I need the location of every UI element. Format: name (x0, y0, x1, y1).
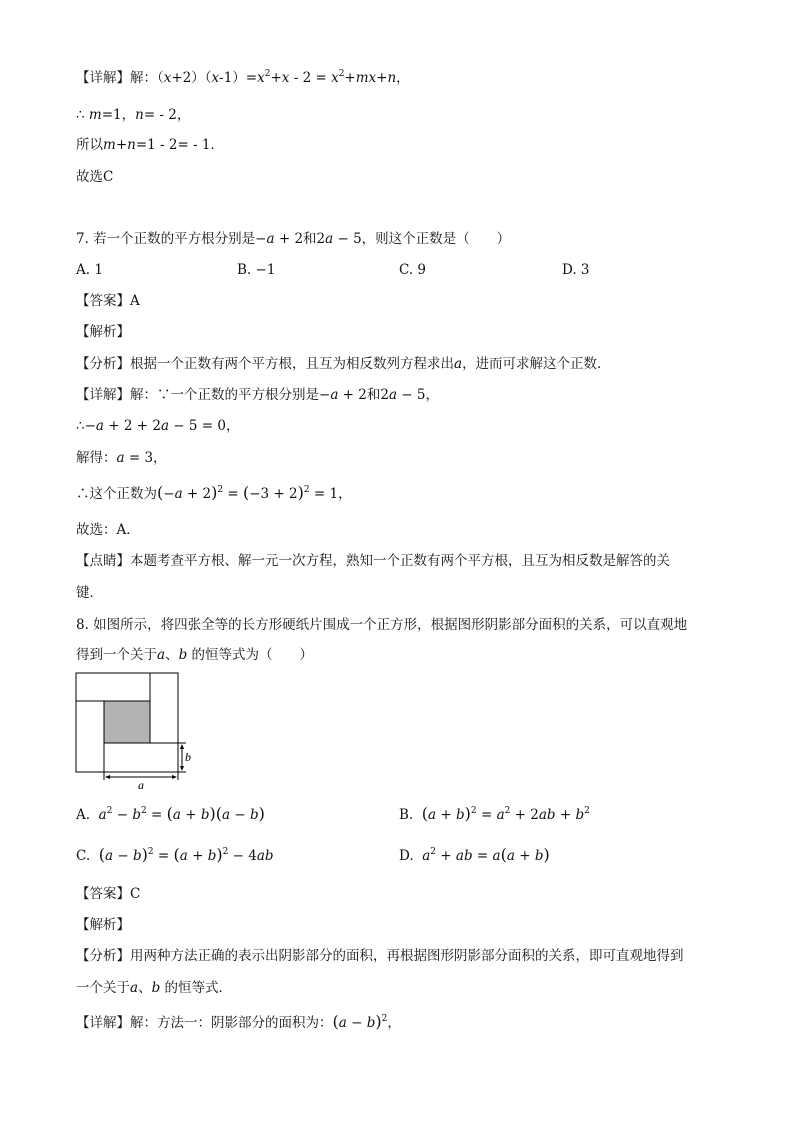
dim-a-arrowhead-right (172, 775, 177, 779)
q8-analysis-2: 一个关于a、b 的恒等式． (76, 980, 233, 996)
q7-eq2: 解得：a = 3， (76, 450, 167, 466)
q7-option-c: C. 9 (399, 262, 427, 278)
q7-option-b: B. −1 (237, 262, 276, 278)
q7-eq3: ∴这个正数为$(-a + 2)^2 = (-3 + 2)^2 = 1$， (76, 483, 352, 502)
q8-answer: 【答案】C (76, 886, 141, 902)
q7-comment-2: 键． (76, 585, 103, 601)
q7-option-d: D. 3 (562, 262, 590, 278)
prev-choose: 故选C (76, 169, 114, 185)
shaded-square (104, 701, 150, 743)
q8-option-c: C. $(a - b)^2 = (a + b)^2 - 4ab$ (76, 845, 274, 864)
q8-option-b: B. $(a + b)^2 = a^2 + 2ab + b^2$ (399, 804, 590, 823)
prev-detail-label: 【详解】解： (76, 70, 157, 86)
prev-detail-expr: $(x+2)(x-1)=x^2+x - 2 = x^2+mx+n$， (157, 69, 410, 86)
q8-analysis-title: 【解析】 (76, 917, 130, 933)
q8-stem-2: 得到一个关于a、b 的恒等式为（ ） (76, 647, 314, 663)
q7-option-a: A. 1 (76, 262, 103, 278)
q8-option-d: D. $a^2$ + ab = a(a + b) (399, 845, 550, 864)
q7-stem: 7. 若一个正数的平方根分别是−a + 2和2a − 5，则这个正数是（ ） (76, 231, 511, 247)
q8-analysis-1: 【分析】用两种方法正确的表示出阴影部分的面积，再根据图形阴影部分面积的关系，即可直观地得到 (76, 948, 684, 964)
square-figure (70, 668, 200, 792)
q7-detail: 【详解】解：∵一个正数的平方根分别是−a + 2和2a − 5， (76, 387, 439, 403)
q8-option-a: A. $a^2 - b^2 = (a + b)(a - b)$ (76, 804, 265, 823)
q7-choose: 故选：A． (76, 522, 140, 538)
q8-stem-1: 8. 如图所示，将四张全等的长方形硬纸片围成一个正方形，根据图形阴影部分面积的关系，可以直观地 (76, 617, 688, 633)
dim-b-arrowhead-top (180, 744, 184, 749)
q7-comment-1: 【点睛】本题考查平方根、解一元一次方程，熟知一个正数有两个平方根，且互为相反数是解答的关 (76, 553, 670, 569)
q7-answer: 【答案】A (76, 293, 140, 309)
dim-b-arrowhead-bottom (180, 766, 184, 771)
prev-step-1: ∴ m=1，n= - 2， (76, 107, 191, 123)
prev-detail-line (76, 69, 410, 87)
label-a: a (138, 778, 144, 792)
prev-step-2: 所以m+n=1 - 2= - 1． (76, 137, 225, 153)
q7-analysis: 【分析】根据一个正数有两个平方根，且互为相反数列方程求出a，进而可求解这个正数． (76, 356, 611, 372)
label-b: b (185, 750, 191, 764)
dim-a-arrowhead-left (105, 775, 110, 779)
q7-analysis-title: 【解析】 (76, 324, 130, 340)
q8-detail: 【详解】解：方法一：阴影部分的面积为：$(a - b)^2$， (76, 1012, 401, 1031)
q7-eq1: ∴−a + 2 + 2a − 5 = 0， (76, 418, 240, 434)
